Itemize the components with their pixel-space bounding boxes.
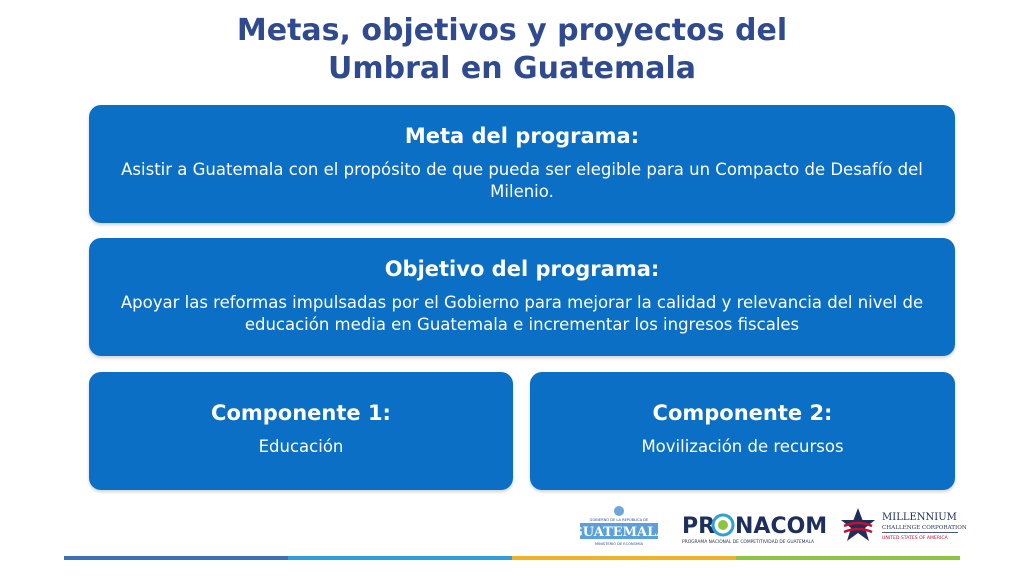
pronacom-logo <box>680 508 828 546</box>
slide-title-line2: Umbral en Guatemala <box>328 51 696 86</box>
meta-text: Asistir a Guatemala con el propósito de que pueda ser elegible para un Compacto de Desafío del Milenio. <box>121 160 923 201</box>
guatemala-logo <box>571 504 667 548</box>
bar-segment-cyan <box>288 556 512 560</box>
mcc-logo <box>838 504 967 548</box>
componente-1-heading: Componente 1: <box>211 401 391 425</box>
bar-segment-yellow <box>512 556 736 560</box>
componente-1-text: Educación <box>258 437 344 456</box>
componente-2-heading: Componente 2: <box>652 401 833 425</box>
componente-2-box <box>530 372 955 490</box>
componente-1-box <box>89 372 513 490</box>
bottom-color-bar <box>64 556 960 560</box>
componente-2-text: Movilización de recursos <box>641 437 844 456</box>
bar-segment-blue <box>64 556 288 560</box>
objetivo-box <box>89 238 955 356</box>
pronacom-pr: PR <box>682 514 716 539</box>
meta-heading: Meta del programa: <box>404 124 640 148</box>
guatemala-logo-sub: MINISTERIO DE ECONOMÍA <box>594 542 644 546</box>
pronacom-sub: PROGRAMA NACIONAL DE COMPETITIVIDAD DE GUATEMALA <box>682 540 815 545</box>
bar-segment-green <box>736 556 960 560</box>
guatemala-logo-name: GUATEMALA <box>571 525 667 540</box>
guatemala-logo-top: GOBIERNO DE LA REPÚBLICA DE <box>589 518 649 522</box>
objetivo-heading: Objetivo del programa: <box>384 257 660 281</box>
logos-strip <box>0 500 1024 550</box>
mcc-line2: CHALLENGE CORPORATION <box>882 525 967 531</box>
slide-title <box>0 12 1024 88</box>
objetivo-text: Apoyar las reformas impulsadas por el Gobierno para mejorar la calidad y relevancia del nivel de educación media en Guatemala e incrementar los ingresos fiscales <box>120 293 924 334</box>
mcc-line3: UNITED STATES OF AMERICA <box>882 536 948 541</box>
guatemala-emblem-icon <box>614 506 624 516</box>
pronacom-nacom: NACOM <box>735 514 828 539</box>
meta-box <box>89 105 955 223</box>
mcc-line1: MILLENNIUM <box>882 512 957 523</box>
star-icon <box>841 508 875 541</box>
slide-title-line1: Metas, objetivos y proyectos del <box>236 13 788 48</box>
globe-icon <box>713 515 733 535</box>
